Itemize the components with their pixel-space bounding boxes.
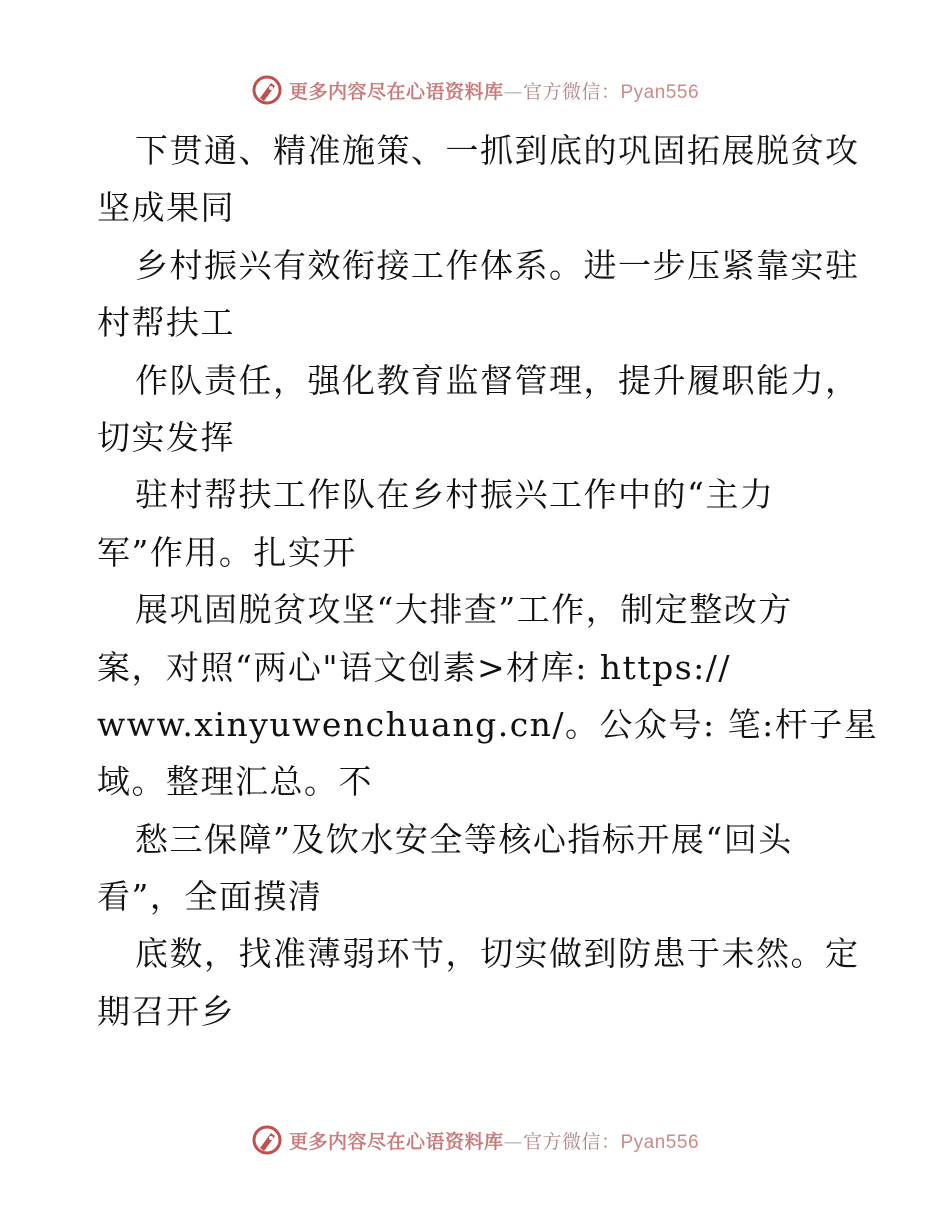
header-watermark — [0, 70, 950, 110]
text-line: 域。整理汇总。不 — [97, 762, 373, 802]
text-line: 底数，找准薄弱环节，切实做到防患于未然。定 — [135, 934, 860, 974]
watermark-main-text: 更多内容尽在心语资料库 — [288, 1130, 504, 1153]
text-line: 愁三保障”及饮水安全等核心指标开展“回头 — [135, 819, 793, 859]
text-line: 看”，全面摸清 — [97, 877, 323, 917]
text-line: 作队责任，强化教育监督管理，提升履职能力， — [135, 360, 860, 400]
watermark-side-text: 官方微信： — [522, 80, 621, 103]
text-line: 下贯通、精准施策、一抓到底的巩固拓展脱贫攻 — [135, 131, 860, 170]
pen-nib-logo-icon — [251, 74, 283, 106]
watermark-wechat-id: Pyan556 — [620, 1131, 700, 1153]
watermark-main-text: 更多内容尽在心语资料库 — [288, 80, 504, 103]
text-line: 村帮扶工 — [97, 303, 235, 343]
text-line: 驻村帮扶工作队在乡村振兴工作中的“主力 — [135, 475, 775, 515]
watermark-separator: — — [503, 80, 523, 103]
watermark-separator: — — [503, 1130, 523, 1153]
text-line: www.xinyuwenchuang.cn/。公众号: 笔:杆子星 — [97, 704, 879, 744]
text-line: 期召开乡 — [97, 991, 235, 1031]
text-line: 坚成果同 — [97, 188, 235, 228]
text-line: 军”作用。扎实开 — [97, 532, 357, 572]
watermark-side-text: 官方微信： — [522, 1130, 621, 1153]
footer-watermark — [0, 1120, 950, 1160]
watermark-wechat-id: Pyan556 — [620, 81, 700, 103]
text-line: 切实发挥 — [97, 417, 235, 457]
text-line: 展巩固脱贫攻坚“大排查”工作，制定整改方 — [135, 590, 793, 630]
pen-nib-logo-icon — [251, 1124, 283, 1156]
text-line: 乡村振兴有效衔接工作体系。进一步压紧靠实驻 — [135, 245, 860, 285]
document-body — [97, 122, 879, 1040]
text-line: 案，对照“两心"语文创素>材库: https:// — [97, 647, 731, 687]
